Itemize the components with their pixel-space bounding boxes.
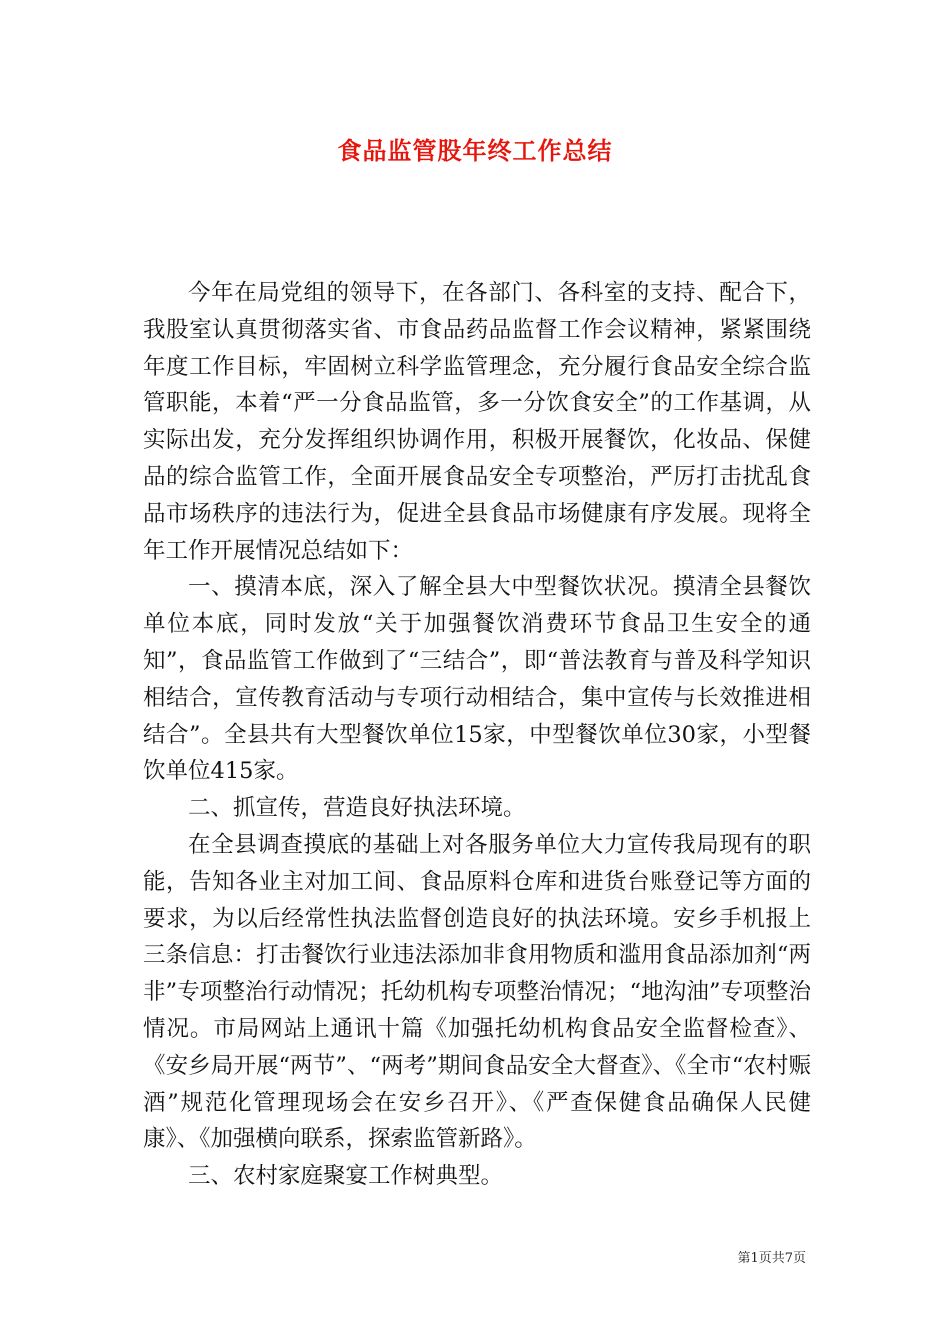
- document-title: 食品监管股年终工作总结: [337, 137, 613, 165]
- paragraph-section-2-body: 在全县调查摸底的基础上对各服务单位大力宣传我局现有的职能，告知各业主对加工间、食品原料仓库和进货台账登记等方面的要求，为以后经常性执法监督创造良好的执法环境。安乡手机报上三条信息：打击餐饮行业违法添加非食用物质和滥用食品添加剂“两非”专项整治行动情况；托幼机构专项整治情况；“地沟油”专项整治情况。市局网站上通讯十篇《加强托幼机构食品安全监督检查》、《安乡局开展“两节”、“两考”期间食品安全大督查》、《全市“农村赈酒”规范化管理现场会在安乡召开》、《严查保健食品确保人民健康》、《加强横向联系，探索监管新路》。: [143, 831, 811, 1153]
- paragraph-section-2-heading: 二、抓宣传，营造良好执法环境。: [188, 795, 526, 822]
- paragraph-section-1: 一、摸清本底，深入了解全县大中型餐饮状况。摸清全县餐饮单位本底，同时发放“关于加强餐饮消费环节食品卫生安全的通知”，食品监管工作做到了“三结合”，即“普法教育与普及科学知识相结合，宣传教育活动与专项行动相结合，集中宣传与长效推进相结合”。全县共有大型餐饮单位15家，中型餐饮单位30家，小型餐饮单位415家。: [143, 574, 811, 785]
- page-number: 第1页共7页: [737, 1251, 806, 1266]
- paragraph-section-3-heading: 三、农村家庭聚宴工作树典型。: [188, 1163, 504, 1190]
- paragraph-intro: 今年在局党组的领导下，在各部门、各科室的支持、配合下，我股室认真贯彻落实省、市食品药品监督工作会议精神，紧紧围绕年度工作目标，牢固树立科学监管理念，充分履行食品安全综合监管职能，本着“严一分食品监管，多一分饮食安全”的工作基调，从实际出发，充分发挥组织协调作用，积极开展餐饮，化妆品、保健品的综合监管工作，全面开展食品安全专项整治，严厉打击扰乱食品市场秩序的违法行为，促进全县食品市场健康有序发展。现将全年工作开展情况总结如下：: [143, 280, 811, 564]
- document-body: [143, 275, 811, 1195]
